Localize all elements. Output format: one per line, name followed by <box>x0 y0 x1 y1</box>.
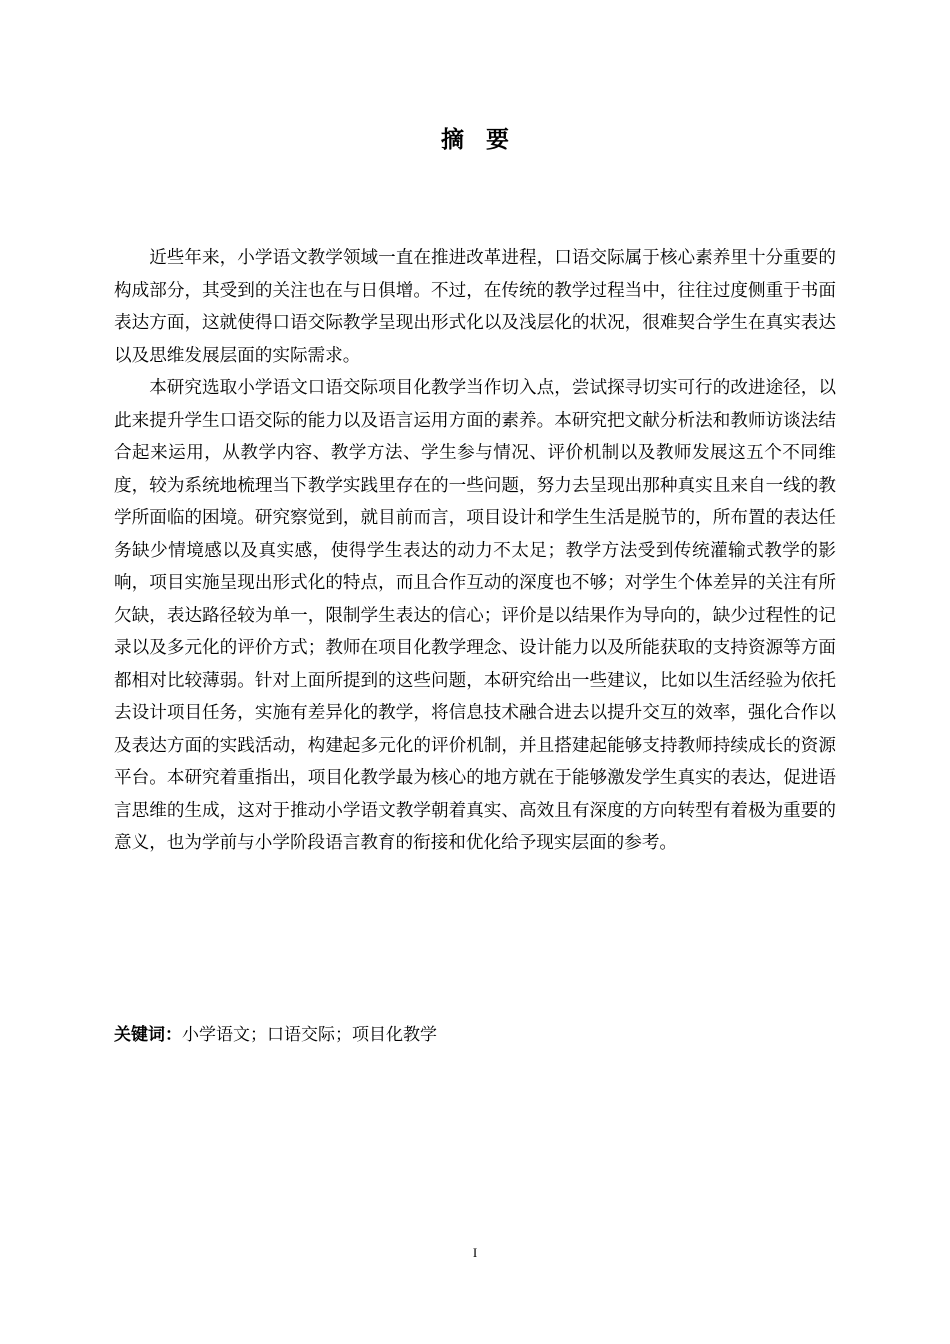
keywords-line <box>114 1020 836 1050</box>
keywords-value: 小学语文；口语交际；项目化教学 <box>182 1025 437 1045</box>
page-number: I <box>472 1245 478 1260</box>
abstract-paragraph-1: 近些年来，小学语文教学领域一直在推进改革进程，口语交际属于核心素养里十分重要的构成部分，其受到的关注也在与日俱增。不过，在传统的教学过程当中，往往过度侧重于书面表达方面，这就使得口语交际教学呈现出形式化以及浅层化的状况，很难契合学生在真实表达以及思维发展层面的实际需求。 <box>114 248 836 366</box>
abstract-paragraph-2: 本研究选取小学语文口语交际项目化教学当作切入点，尝试探寻切实可行的改进途径，以此来提升学生口语交际的能力以及语言运用方面的素养。本研究把文献分析法和教师访谈法结合起来运用，从教学内容、教学方法、学生参与情况、评价机制以及教师发展这五个不同维度，较为系统地梳理当下教学实践里存在的一些问题，努力去呈现出那种真实且来自一线的教学所面临的困境。研究察觉到，就目前而言，项目设计和学生生活是脱节的，所布置的表达任务缺少情境感以及真实感，使得学生表达的动力不太足；教学方法受到传统灌输式教学的影响，项目实施呈现出形式化的特点，而且合作互动的深度也不够；对学生个体差异的关注有所欠缺，表达路径较为单一，限制学生表达的信心；评价是以结果作为导向的，缺少过程性的记录以及多元化的评价方式；教师在项目化教学理念、设计能力以及所能获取的支持资源等方面都相对比较薄弱。针对上面所提到的这些问题，本研究给出一些建议，比如以生活经验为依托去设计项目任务，实施有差异化的教学，将信息技术融合进去以提升交互的效率，强化合作以及表达方面的实践活动，构建起多元化的评价机制，并且搭建起能够支持教师持续成长的资源平台。本研究着重指出，项目化教学最为核心的地方就在于能够激发学生真实的表达，促进语言思维的生成，这对于推动小学语文教学朝着真实、高效且有深度的方向转型有着极为重要的意义，也为学前与小学阶段语言教育的衔接和优化给予现实层面的参考。 <box>114 378 836 853</box>
keywords-label: 关键词： <box>114 1025 182 1045</box>
page-title: 摘要 <box>441 127 531 153</box>
abstract-body <box>114 242 836 860</box>
